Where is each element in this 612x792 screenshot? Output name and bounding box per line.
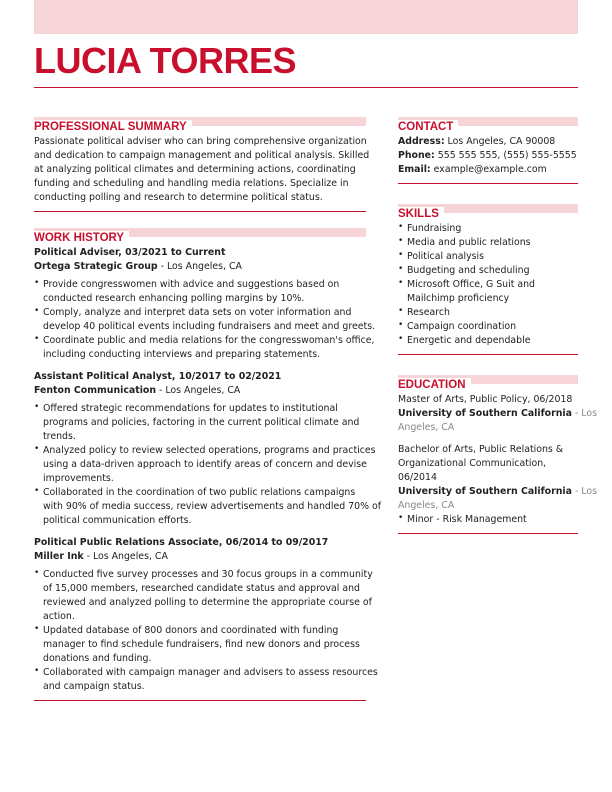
work-history-title: WORK HISTORY <box>34 231 129 245</box>
contact-section <box>398 115 578 184</box>
job-location: - Los Angeles, CA <box>83 551 168 562</box>
header-divider <box>34 87 578 88</box>
education-title: EDUCATION <box>398 378 471 392</box>
list-item: • Energetic and dependable <box>398 334 578 348</box>
section-divider <box>398 533 578 534</box>
job-role: Political Public Relations Associate, 06/2014 to 09/2017 <box>34 537 329 548</box>
skills-list <box>398 222 578 348</box>
job-entry <box>34 246 376 362</box>
list-item: • Research <box>398 306 578 320</box>
section-divider <box>34 700 366 701</box>
list-item: • Conducted five survey processes and 30 focus groups in a community of 15,000 members, researched candidate status and approval and reviewed and analyzed polling to determine the appropriate course of action. <box>34 568 366 624</box>
list-item: • Coordinate public and media relations for the congresswoman's office, including conducting interviews and preparing statements. <box>34 334 366 362</box>
summary-title: PROFESSIONAL SUMMARY <box>34 120 192 134</box>
list-item: • Microsoft Office, G Suit and Mailchimp proficiency <box>398 278 578 306</box>
job-bullets <box>34 402 382 528</box>
job-location: - Los Angeles, CA <box>156 385 241 396</box>
job-entry <box>34 536 378 694</box>
summary-section <box>34 115 370 212</box>
school: University of Southern California <box>398 486 572 497</box>
contact-phone: Phone: 555 555 555, (555) 555-5555 <box>398 150 577 161</box>
list-item: • Updated database of 800 donors and coordinated with funding manager to find schedule fundraisers, find new donors and process donations and funding. <box>34 624 366 666</box>
section-divider <box>398 183 578 184</box>
list-item: • Analyzed policy to review selected operations, programs and practices using a data-driven approach to identify areas of concern and devise improvements. <box>34 444 366 486</box>
contact-email: Email: example@example.com <box>398 164 547 175</box>
job-location: - Los Angeles, CA <box>157 261 242 272</box>
skills-title: SKILLS <box>398 207 444 221</box>
list-item: • Budgeting and scheduling <box>398 264 578 278</box>
work-history-section <box>34 226 382 701</box>
job-company: Ortega Strategic Group <box>34 261 158 272</box>
candidate-name: LUCIA TORRES <box>34 40 297 81</box>
job-role: Political Adviser, 03/2021 to Current <box>34 247 226 258</box>
header-band <box>34 0 578 34</box>
degree: Bachelor of Arts, Public Relations & <box>398 444 564 455</box>
contact-title: CONTACT <box>398 120 458 134</box>
job-bullets <box>34 278 376 362</box>
list-item: • Comply, analyze and interpret data sets on voter information and develop 40 political events including fundraisers and meet and greets. <box>34 306 366 334</box>
job-role: Assistant Political Analyst, 10/2017 to 02/2021 <box>34 371 282 382</box>
degree: Master of Arts, Public Policy, 06/2018 <box>398 394 573 405</box>
education-entry: Bachelor of Arts, Public Relations & Organizational Communication, 06/2014 University of Southern California - Los Angeles, CA • Minor - Risk Management <box>398 443 578 527</box>
education-entry: Master of Arts, Public Policy, 06/2018 University of Southern California - Los Angeles, CA <box>398 394 597 433</box>
education-section <box>398 373 597 534</box>
list-item: • Collaborated with campaign manager and advisers to assess resources and campaign status. <box>34 666 366 694</box>
list-item: • Fundraising <box>398 222 578 236</box>
list-item: • Provide congresswomen with advice and suggestions based on conducted research enhancing polling margins by 10%. <box>34 278 366 306</box>
school: University of Southern California <box>398 408 572 419</box>
list-item: • Offered strategic recommendations for updates to institutional programs and policies, factoring in the current political climate and trends. <box>34 402 366 444</box>
job-bullets <box>34 568 378 694</box>
job-company: Miller Ink <box>34 551 84 562</box>
job-entry <box>34 370 382 528</box>
job-company: Fenton Communication <box>34 385 157 396</box>
contact-address: Address: Los Angeles, CA 90008 <box>398 136 556 147</box>
list-item: • Minor - Risk Management <box>398 513 578 527</box>
list-item: • Media and public relations <box>398 236 578 250</box>
section-divider <box>398 354 578 355</box>
summary-text: Passionate political adviser who can bring comprehensive organization and dedication to campaign management and political analysis. Skilled at analyzing political climates and determining actions, coordinating funding and scheduling and handling media relations. Specialize in conducting polling and research to determine political status. <box>34 136 370 203</box>
right-column <box>398 115 597 548</box>
section-divider <box>34 211 366 212</box>
list-item: • Collaborated in the coordination of two public relations campaigns with 90% of media success, review advertisements and handled 70% of political communication efforts. <box>34 486 366 528</box>
list-item: • Campaign coordination <box>398 320 578 334</box>
left-column <box>34 115 382 715</box>
skills-section <box>398 202 578 355</box>
list-item: • Political analysis <box>398 250 578 264</box>
